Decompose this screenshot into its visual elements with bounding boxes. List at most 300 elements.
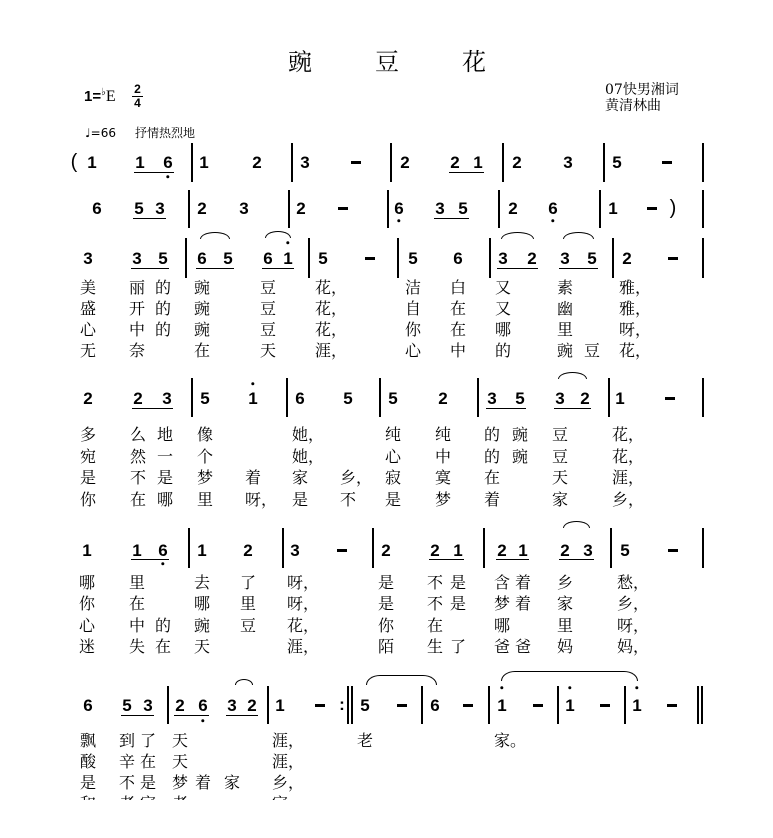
barline <box>188 190 190 228</box>
barline <box>185 238 187 278</box>
note: 3 <box>143 696 153 715</box>
hold-dash <box>397 697 407 714</box>
hold-dash <box>338 200 348 217</box>
note: 6 <box>158 541 168 560</box>
lyricist-credit: 07快男湘词 <box>605 82 679 98</box>
lyric: 家 <box>292 468 309 487</box>
lyric: 在 <box>129 594 146 613</box>
note: 5 <box>515 389 525 408</box>
note: 2 <box>400 153 410 172</box>
lyric: 家。 <box>494 731 527 750</box>
note: 1 <box>132 541 142 560</box>
slur <box>235 679 253 685</box>
note: 2 <box>560 541 570 560</box>
hold-dash <box>668 542 678 559</box>
note: 2 <box>252 153 262 172</box>
eighth-underline <box>449 172 484 173</box>
eighth-underline <box>196 268 234 269</box>
note: 2 <box>450 153 460 172</box>
slur <box>200 232 230 239</box>
lyric: 你 <box>79 594 96 613</box>
lyric: 去 <box>194 573 211 592</box>
lyric: 梦 <box>172 773 189 792</box>
lyric: 一 <box>157 447 174 466</box>
barline <box>498 190 500 228</box>
lyric: 里 <box>240 594 257 613</box>
note: 3 <box>555 389 565 408</box>
close-parenthesis: ) <box>669 197 677 219</box>
note: 3 <box>239 199 249 218</box>
note: 5 <box>223 249 233 268</box>
low-octave-dot <box>166 175 169 178</box>
note: 6 <box>394 199 404 218</box>
lyric: 家 <box>557 594 574 613</box>
lyric: 寞 <box>435 468 452 487</box>
eighth-underline <box>434 218 469 219</box>
lyric: 在 <box>130 490 147 509</box>
eighth-underline <box>554 408 591 409</box>
lyric: 酸 <box>80 752 97 771</box>
lyric: 她， <box>292 447 325 466</box>
barline <box>702 190 704 228</box>
lyric: 是 <box>450 594 467 613</box>
barline <box>477 378 479 417</box>
slur <box>563 232 594 239</box>
lyric: 她， <box>292 425 325 444</box>
lyric: 失 <box>129 637 146 656</box>
note: 1 <box>135 153 145 172</box>
lyric: 寂 <box>385 468 402 487</box>
lyric: 豌 <box>194 299 211 318</box>
note: 2 <box>83 389 93 408</box>
lyric: 花， <box>315 299 348 318</box>
lyric: 花， <box>315 320 348 339</box>
page-bottom-margin <box>0 800 773 838</box>
lyric: 在 <box>194 341 211 360</box>
eighth-underline <box>121 715 154 716</box>
lyric: 着 <box>515 594 532 613</box>
hold-dash <box>665 390 675 407</box>
barline <box>421 686 423 724</box>
note: 1 <box>518 541 528 560</box>
lyric: 妈， <box>617 637 650 656</box>
lyric: 在 <box>140 752 157 771</box>
lyric: 在 <box>450 320 467 339</box>
lyric: 梦 <box>435 490 452 509</box>
lyric: 豌 <box>512 447 529 466</box>
lyric: 中 <box>435 447 452 466</box>
lyric: 不 <box>130 468 147 487</box>
lyric: 是 <box>140 773 157 792</box>
hold-dash <box>315 697 325 714</box>
lyric: 是 <box>450 573 467 592</box>
lyric: 了 <box>450 637 467 656</box>
lyric: 豆 <box>584 341 601 360</box>
time-denominator: 4 <box>134 96 141 110</box>
hold-dash <box>667 697 677 714</box>
barline <box>702 143 704 182</box>
note: 1 <box>199 153 209 172</box>
lyric: 雅， <box>619 299 652 318</box>
hold-dash <box>351 154 361 171</box>
note: 3 <box>498 249 508 268</box>
lyric: 豆 <box>552 425 569 444</box>
high-octave-dot <box>635 686 638 689</box>
lyric: 开 <box>129 299 146 318</box>
note: 3 <box>300 153 310 172</box>
lyric: 心 <box>80 320 97 339</box>
lyric: 豆 <box>260 278 277 297</box>
lyric: 花， <box>315 278 348 297</box>
lyric: 涯， <box>612 468 645 487</box>
lyric: 陌 <box>378 637 395 656</box>
barline <box>372 528 374 568</box>
barline <box>387 190 389 228</box>
note: 6 <box>453 249 463 268</box>
note: 2 <box>497 541 507 560</box>
barline <box>608 378 610 417</box>
hold-dash <box>600 697 610 714</box>
note: 2 <box>243 541 253 560</box>
lyric: 花， <box>612 425 645 444</box>
barline <box>612 238 614 278</box>
lyric: 愁， <box>617 573 650 592</box>
lyric: 含 <box>494 573 511 592</box>
high-octave-dot <box>500 686 503 689</box>
lyric: 哪 <box>79 573 96 592</box>
lyric: 天 <box>552 468 569 487</box>
lyric: 爸 <box>494 637 511 656</box>
key-tonic: E <box>105 88 116 105</box>
key-prefix: 1= <box>84 88 102 105</box>
lyric: 又 <box>495 278 512 297</box>
lyric: 豆 <box>240 616 257 635</box>
hold-dash <box>365 250 375 267</box>
note: 2 <box>527 249 537 268</box>
barline <box>288 190 290 228</box>
note: 6 <box>83 696 93 715</box>
lyric: 自 <box>405 299 422 318</box>
lyric: 天 <box>172 752 189 771</box>
barline <box>599 190 601 228</box>
tie <box>501 671 638 681</box>
lyric: 丽 <box>129 278 146 297</box>
expression-marking: 抒情热烈地 <box>135 126 196 140</box>
lyric: 天 <box>260 341 277 360</box>
time-signature <box>132 83 143 109</box>
lyric: 中 <box>129 320 146 339</box>
lyric: 里 <box>197 490 214 509</box>
high-octave-dot <box>568 686 571 689</box>
slur <box>265 231 291 238</box>
lyric: 里 <box>557 320 574 339</box>
lyric: 地 <box>157 425 174 444</box>
lyric: 家 <box>224 773 241 792</box>
lyric: 奈 <box>129 341 146 360</box>
note: 2 <box>430 541 440 560</box>
lyric: 哪 <box>495 320 512 339</box>
lyric: 哪 <box>194 594 211 613</box>
eighth-underline <box>226 715 258 716</box>
note: 6 <box>92 199 102 218</box>
note: 1 <box>283 249 293 268</box>
lyric: 梦 <box>197 468 214 487</box>
barline <box>390 143 392 182</box>
lyric: 么 <box>130 425 147 444</box>
song-title-char: 豆 <box>375 48 399 76</box>
note: 2 <box>508 199 518 218</box>
lyric: 幽 <box>557 299 574 318</box>
lyric: 呀， <box>245 490 278 509</box>
eighth-underline <box>496 559 529 560</box>
low-octave-dot <box>201 719 204 722</box>
repeat-dots: : <box>339 695 345 714</box>
note: 1 <box>632 696 642 715</box>
lyric: 是 <box>80 468 97 487</box>
lyric: 像 <box>197 425 214 444</box>
lyric: 呀， <box>287 594 320 613</box>
hold-dash <box>337 542 347 559</box>
lyric: 呀， <box>287 573 320 592</box>
lyric: 又 <box>495 299 512 318</box>
lyric: 着 <box>484 490 501 509</box>
lyric: 乡， <box>612 490 645 509</box>
barline <box>702 528 704 568</box>
note: 5 <box>408 249 418 268</box>
hold-dash <box>533 697 543 714</box>
lyric: 的 <box>155 616 172 635</box>
note: 5 <box>458 199 468 218</box>
lyric: 无 <box>80 341 97 360</box>
flat-icon: ♭ <box>101 87 106 98</box>
lyric: 呀， <box>619 320 652 339</box>
lyric: 辛 <box>119 752 136 771</box>
note: 2 <box>381 541 391 560</box>
lyric: 飘 <box>80 731 97 750</box>
lyric: 美 <box>80 278 97 297</box>
lyric: 中 <box>129 616 146 635</box>
note: 5 <box>388 389 398 408</box>
slur <box>501 232 534 239</box>
repeat-barline <box>351 686 353 724</box>
lyric: 是 <box>378 573 395 592</box>
lyric: 在 <box>427 616 444 635</box>
lyric: 洁 <box>405 278 422 297</box>
eighth-underline <box>497 268 538 269</box>
lyric: 了 <box>140 731 157 750</box>
high-octave-dot <box>286 241 289 244</box>
note: 5 <box>587 249 597 268</box>
note: 5 <box>200 389 210 408</box>
note: 5 <box>343 389 353 408</box>
hold-dash <box>463 697 473 714</box>
eighth-underline <box>133 218 166 219</box>
lyric: 你 <box>378 616 395 635</box>
note: 5 <box>122 696 132 715</box>
barline <box>702 238 704 278</box>
note: 1 <box>82 541 92 560</box>
barline <box>603 143 605 182</box>
time-numerator: 2 <box>132 83 143 97</box>
final-barline <box>697 686 699 724</box>
lyric: 在 <box>155 637 172 656</box>
lyric: 的 <box>155 278 172 297</box>
lyric: 不 <box>427 594 444 613</box>
low-octave-dot <box>551 219 554 222</box>
lyric: 个 <box>197 447 214 466</box>
lyric: 不 <box>119 773 136 792</box>
lyric: 豆 <box>260 299 277 318</box>
lyric: 梦 <box>494 594 511 613</box>
lyric: 的 <box>155 320 172 339</box>
lyric: 盛 <box>80 299 97 318</box>
lyric: 了 <box>240 573 257 592</box>
note: 3 <box>435 199 445 218</box>
lyric: 在 <box>484 468 501 487</box>
barline <box>167 686 169 724</box>
note: 1 <box>615 389 625 408</box>
note: 3 <box>155 199 165 218</box>
note: 1 <box>565 696 575 715</box>
note: 1 <box>497 696 507 715</box>
lyric: 乡， <box>617 594 650 613</box>
note: 5 <box>612 153 622 172</box>
repeat-barline <box>347 686 349 724</box>
lyric: 是 <box>378 594 395 613</box>
note: 6 <box>263 249 273 268</box>
barline <box>397 238 399 278</box>
note: 2 <box>197 199 207 218</box>
lyric: 的 <box>484 447 501 466</box>
note: 1 <box>87 153 97 172</box>
note: 6 <box>430 696 440 715</box>
lyric: 家 <box>552 490 569 509</box>
note: 2 <box>438 389 448 408</box>
barline <box>191 378 193 417</box>
lyric: 你 <box>405 320 422 339</box>
barline <box>282 528 284 568</box>
lyric: 豌 <box>512 425 529 444</box>
note: 1 <box>197 541 207 560</box>
note: 2 <box>175 696 185 715</box>
lyric: 豌 <box>194 278 211 297</box>
note: 2 <box>247 696 257 715</box>
hold-dash <box>668 250 678 267</box>
eighth-underline <box>131 559 169 560</box>
lyric: 着 <box>245 468 262 487</box>
lyric: 雅， <box>619 278 652 297</box>
note: 3 <box>487 389 497 408</box>
lyric: 纯 <box>385 425 402 444</box>
lyric: 迷 <box>79 637 96 656</box>
lyric: 多 <box>80 425 97 444</box>
lyric: 不 <box>427 573 444 592</box>
lyric: 天 <box>194 637 211 656</box>
lyric: 老 <box>357 731 374 750</box>
note: 1 <box>275 696 285 715</box>
note: 1 <box>248 389 258 408</box>
eighth-underline <box>559 268 598 269</box>
lyric: 着 <box>195 773 212 792</box>
lyric: 心 <box>405 341 422 360</box>
lyric: 豌 <box>194 320 211 339</box>
song-title-char: 豌 <box>288 48 312 76</box>
hold-dash <box>647 200 657 217</box>
note: 5 <box>318 249 328 268</box>
note: 3 <box>560 249 570 268</box>
credits <box>605 82 679 114</box>
barline <box>286 378 288 417</box>
note: 5 <box>360 696 370 715</box>
lyric: 不 <box>340 490 357 509</box>
lyric: 生 <box>427 637 444 656</box>
barline <box>624 686 626 724</box>
eighth-underline <box>262 268 294 269</box>
tempo-marking: ♩=66 <box>85 126 116 140</box>
lyric: 是 <box>157 468 174 487</box>
barline <box>188 528 190 568</box>
lyric: 天 <box>172 731 189 750</box>
note: 6 <box>197 249 207 268</box>
note: 3 <box>132 249 142 268</box>
barline <box>483 528 485 568</box>
open-parenthesis: ( <box>70 151 78 173</box>
eighth-underline <box>174 715 209 716</box>
hold-dash <box>662 154 672 171</box>
lyric: 豌 <box>194 616 211 635</box>
lyric: 的 <box>495 341 512 360</box>
high-octave-dot <box>251 382 254 385</box>
note: 3 <box>83 249 93 268</box>
barline <box>308 238 310 278</box>
lyric: 心 <box>79 616 96 635</box>
note: 1 <box>453 541 463 560</box>
slur <box>563 521 590 528</box>
note: 5 <box>158 249 168 268</box>
note: 6 <box>198 696 208 715</box>
barline <box>489 238 491 278</box>
note: 3 <box>162 389 172 408</box>
lyric: 到 <box>119 731 136 750</box>
lyric: 呀， <box>617 616 650 635</box>
note: 6 <box>548 199 558 218</box>
eighth-underline <box>486 408 526 409</box>
barline <box>379 378 381 417</box>
lyric: 乡 <box>557 573 574 592</box>
lyric: 宛 <box>80 447 97 466</box>
barline <box>610 528 612 568</box>
lyric: 花， <box>612 447 645 466</box>
lyric: 是 <box>385 490 402 509</box>
barline <box>267 686 269 724</box>
lyric: 的 <box>484 425 501 444</box>
lyric: 然 <box>130 447 147 466</box>
note: 2 <box>622 249 632 268</box>
lyric: 妈 <box>557 637 574 656</box>
note: 1 <box>473 153 483 172</box>
eighth-underline <box>132 408 173 409</box>
song-title-char: 花 <box>462 48 486 76</box>
lyric: 里 <box>129 573 146 592</box>
composer-credit: 黄清林曲 <box>605 98 661 114</box>
note: 2 <box>580 389 590 408</box>
lyric: 的 <box>155 299 172 318</box>
final-barline <box>701 686 703 724</box>
tie <box>366 675 437 685</box>
barline <box>191 143 193 182</box>
lyric: 着 <box>515 573 532 592</box>
eighth-underline <box>559 559 594 560</box>
